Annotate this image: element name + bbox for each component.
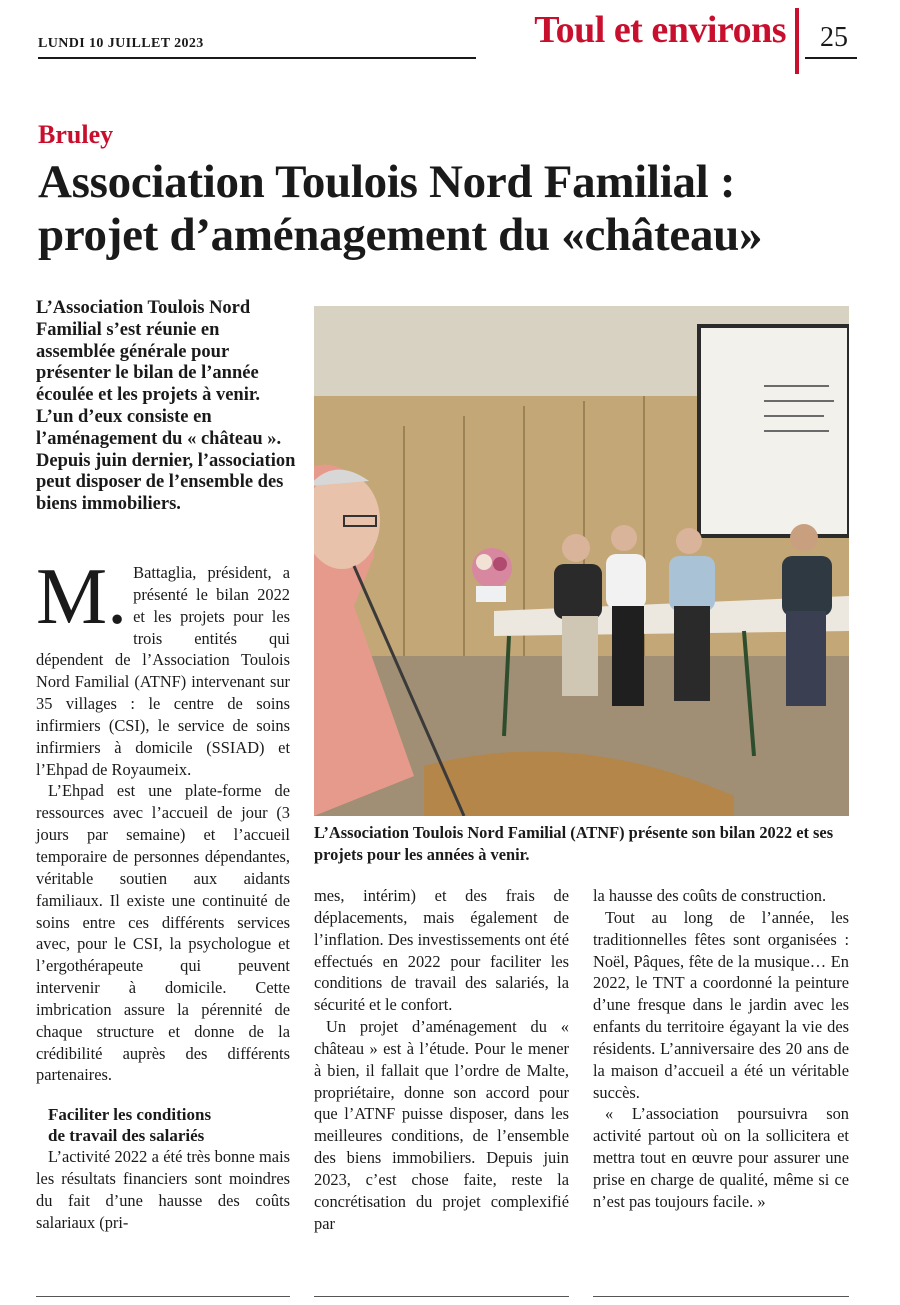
header-rule-right — [805, 57, 857, 59]
paragraph: L’activité 2022 a été très bonne mais les résultats financiers sont moindres du fait d’une hausse des coûts salariaux (pri- — [36, 1147, 290, 1232]
article-kicker: Bruley — [38, 120, 114, 149]
paragraph: « L’association poursuivra son activité partout où on la sollicitera et mettra tout en œuvre pour assurer une prise en charge de qualité, même si ce n’est pas toujours facile. » — [593, 1104, 849, 1211]
footer-rule — [593, 1296, 849, 1297]
section-title: Toul et environs — [534, 9, 786, 51]
photo-caption: L’Association Toulois Nord Familial (ATNF) présente son bilan 2022 et ses projets pour les années à venir. — [314, 823, 834, 864]
article-headline — [38, 156, 868, 262]
subhead-line-1: Faciliter les conditions — [48, 1105, 212, 1125]
paragraph: Un projet d’aménagement du « château » est à l’étude. Pour le mener à bien, il fallait que l’ordre de Malte, propriétaire, donne son accord pour que l’ATNF puisse disposer, dans les meilleures conditions, de l’ensemble des biens immobiliers. Depuis juin 2023, c’est chose faite, reste la concrétisation du projet complexifié par — [314, 1017, 569, 1233]
paragraph: mes, intérim) et des frais de déplacements, mais également de l’inflation. Des investissements ont été effectués en 2022 pour faciliter les conditions de travail des salariés, la sécurité et le confort. — [314, 886, 569, 1015]
paragraph: Tout au long de l’année, les traditionnelles fêtes sont organisées : Noël, Pâques, fête de la musique… En 2022, le TNT a coordonné la peinture d’une fresque dans le jardin avec les enfants du territoire égayant la vie des résidents. L’anniversaire des 20 ans de la maison d’accueil a été un véritable succès. — [593, 907, 849, 1102]
page-number: 25 — [820, 22, 848, 53]
footer-rule — [314, 1296, 569, 1297]
headline-line-1: Association Toulois Nord Familial : — [38, 156, 736, 208]
paragraph: la hausse des coûts de construction. — [593, 886, 827, 905]
body-column-1 — [36, 553, 290, 1234]
header-rule — [38, 57, 476, 59]
paragraph-text: Battaglia, président, a présenté le bilan 2022 et les projets pour les trois entités qui dépendent de l’Association Toulois Nord Familial (ATNF) intervenant sur 35 villages : le centre de soins infirmiers (CSI), le service de soins infirmiers à domicile (SSIAD) et l’Ehpad de Royaumeix. — [36, 563, 290, 779]
paragraph — [36, 553, 290, 780]
article-photo — [314, 306, 849, 816]
meeting-photo-illustration — [314, 306, 849, 816]
headline-line-2: projet d’aménagement du «château» — [38, 209, 763, 261]
article-lead: L’Association Toulois Nord Familial s’est réunie en assemblée générale pour présenter le bilan de l’année écoulée et les projets à venir. L’un d’eux consiste en l’aménagement du « château ». Depuis juin dernier, l’association peut disposer de l’ensemble des biens immobiliers. — [36, 298, 296, 515]
subhead-line-2: de travail des salariés — [48, 1126, 205, 1146]
drop-cap: M. — [36, 553, 128, 641]
body-column-2 — [314, 885, 569, 1235]
edition-date: LUNDI 10 JUILLET 2023 — [38, 36, 204, 51]
footer-rule — [36, 1296, 290, 1297]
section-divider — [795, 8, 799, 74]
body-column-3 — [593, 885, 849, 1213]
paragraph: L’Ehpad est une plate-forme de ressources avec l’accueil de jour (3 jours par semaine) et l’accueil temporaire de personnes dépendantes, véritable soutien aux aidants familiaux. Il existe une continuité de soins entre ces différents services avec, pour le CSI, la psychologue et l’ergothérapeute qui peuvent intervenir à domicile. Cette imbrication assure la pérennité de chaque structure et donne de la crédibilité auprès des différents partenaires. — [36, 781, 290, 1085]
article-subhead — [36, 1104, 290, 1146]
